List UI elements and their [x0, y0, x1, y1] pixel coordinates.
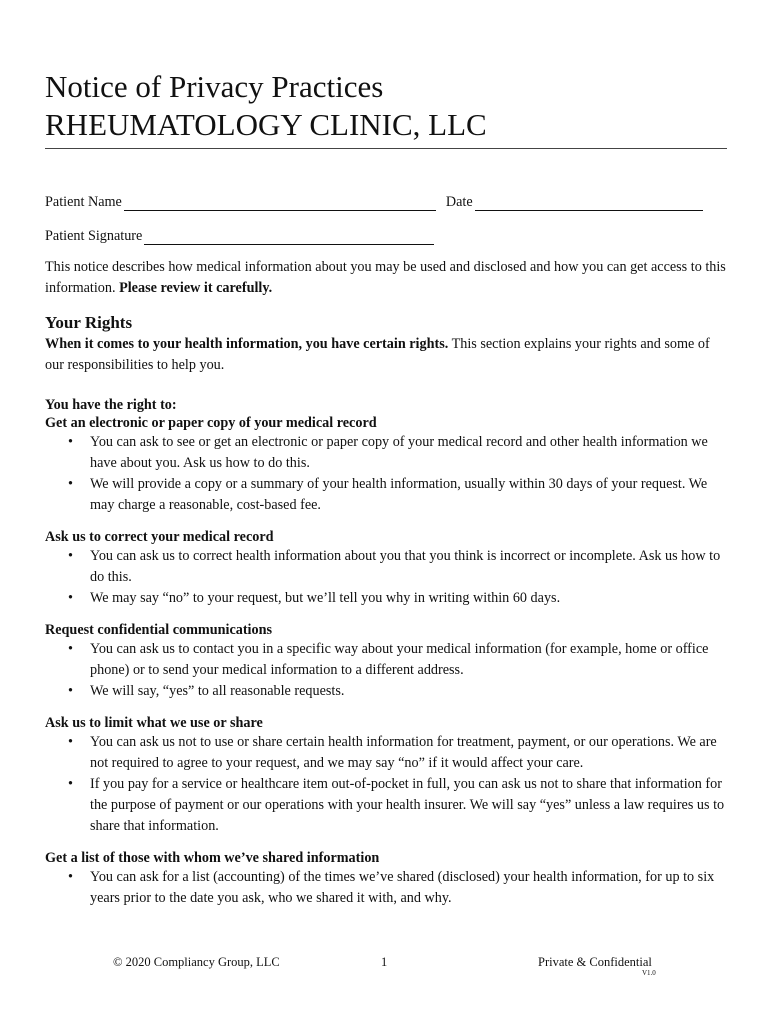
patient-signature-label: Patient Signature [45, 228, 143, 244]
section-heading: Request confidential communications [45, 622, 272, 638]
bullet-list [45, 432, 727, 516]
footer-confidential: Private & Confidential [538, 955, 652, 969]
date-label: Date [445, 194, 473, 210]
intro-text: This notice describes how medical information about you may be used and disclosed and how you can get access to this information. [45, 259, 726, 296]
title-line-2: RHEUMATOLOGY CLINIC, LLC [45, 107, 487, 142]
rights-section [45, 414, 727, 516]
bullet-icon: • [68, 548, 73, 564]
patient-signature-row [45, 225, 727, 245]
list-item-text: You can ask for a list (accounting) of the times we’ve shared (disclosed) your health information, for up to six years prior to the date you ask, who we shared it with, and why. [90, 869, 715, 906]
bullet-list [45, 732, 727, 837]
list-item [45, 681, 727, 702]
list-item-text: We may say “no” to your request, but we’ll tell you why in writing within 60 days. [90, 590, 561, 606]
list-item-text: You can ask us to correct health information about you that you think is incorrect or incomplete. Ask us how to do this. [90, 548, 721, 585]
section-heading: Get a list of those with whom we’ve shared information [45, 850, 380, 866]
patient-signature-field[interactable] [144, 230, 434, 245]
list-item-text: We will say, “yes” to all reasonable requests. [90, 683, 345, 699]
document-page [45, 68, 727, 909]
bullet-icon: • [68, 590, 73, 606]
rights-section [45, 621, 727, 702]
list-item [45, 867, 727, 909]
list-item-text: If you pay for a service or healthcare item out-of-pocket in full, you can ask us not to share that information for the purpose of payment or our operations with your health insurer. We will say “yes” unless a law requires us to share that information. [90, 776, 725, 834]
document-title [45, 68, 727, 144]
list-item-text: You can ask to see or get an electronic or paper copy of your medical record and other health information we have about you. Ask us how to do this. [90, 434, 708, 471]
your-rights-lead-text: This section explains your rights and some of our responsibilities to help you. [45, 336, 710, 373]
bullet-list [45, 639, 727, 702]
intro-paragraph [45, 257, 727, 299]
list-item [45, 732, 727, 774]
bullet-icon: • [68, 734, 73, 750]
bullet-icon: • [68, 641, 73, 657]
rights-section [45, 528, 727, 609]
list-item-text: We will provide a copy or a summary of your health information, usually within 30 days of your request. We may charge a reasonable, cost-based fee. [90, 476, 708, 513]
rights-section [45, 714, 727, 837]
patient-name-date-row [45, 191, 727, 211]
footer-page-number: 1 [381, 955, 388, 969]
list-item-text: You can ask us to contact you in a specific way about your medical information (for example, home or office phone) or to send your medical information to a different address. [90, 641, 709, 678]
bullet-icon: • [68, 869, 73, 885]
your-rights-heading: Your Rights [45, 313, 133, 332]
footer-copyright: © 2020 Compliancy Group, LLC [113, 955, 280, 969]
date-field[interactable] [475, 196, 703, 211]
section-heading: Ask us to limit what we use or share [45, 715, 263, 731]
list-item [45, 639, 727, 681]
list-item [45, 546, 727, 588]
your-rights-lead [45, 334, 727, 376]
list-item [45, 774, 727, 837]
list-item [45, 432, 727, 474]
footer-version: V1.0 [642, 969, 656, 977]
bullet-icon: • [68, 683, 73, 699]
bullet-icon: • [68, 434, 73, 450]
rights-section [45, 849, 727, 909]
list-item [45, 588, 727, 609]
section-heading: Ask us to correct your medical record [45, 529, 274, 545]
intro-emphasis: Please review it carefully. [119, 280, 273, 296]
title-line-1: Notice of Privacy Practices [45, 69, 384, 104]
patient-name-label: Patient Name [45, 194, 122, 210]
bullet-list [45, 867, 727, 909]
patient-name-field[interactable] [124, 196, 436, 211]
list-item [45, 474, 727, 516]
bullet-icon: • [68, 776, 73, 792]
list-item-text: You can ask us not to use or share certain health information for treatment, payment, or our operations. We are not required to agree to your request, and we may say “no” if it would affect your care. [90, 734, 717, 771]
your-rights-lead-bold: When it comes to your health information, you have certain rights. [45, 336, 449, 352]
section-heading: Get an electronic or paper copy of your medical record [45, 415, 377, 431]
bullet-list [45, 546, 727, 609]
bullet-icon: • [68, 476, 73, 492]
right-to-label: You have the right to: [45, 397, 177, 413]
